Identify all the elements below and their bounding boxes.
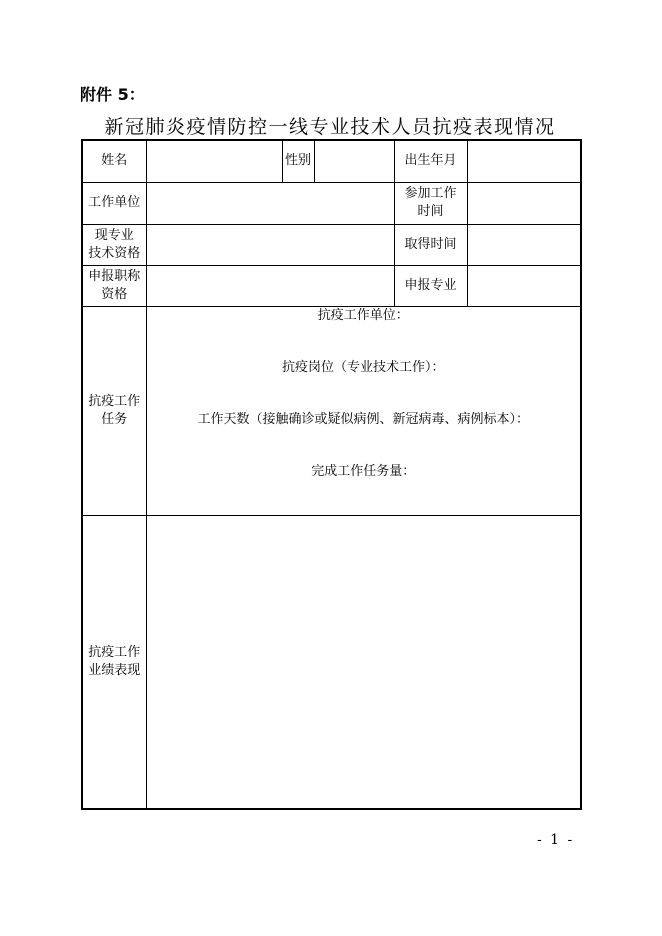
form-row-performance <box>82 515 581 809</box>
page-number: - 1 - <box>537 832 575 848</box>
applied-major-field[interactable] <box>467 265 581 306</box>
applied-title-label-line2: 资格 <box>101 286 128 302</box>
anti-epidemic-task-label <box>82 306 146 515</box>
current-qualification-label-line2: 技术资格 <box>88 245 141 261</box>
form-row-anti-epidemic-tasks <box>82 306 581 515</box>
gender-field[interactable] <box>314 140 394 182</box>
form-row-current-qualification <box>82 224 581 265</box>
anti-epidemic-task-field[interactable] <box>146 306 581 515</box>
current-qualification-field[interactable] <box>146 224 394 265</box>
name-field[interactable] <box>146 140 282 182</box>
current-qualification-label-line1: 现专业 <box>94 227 134 243</box>
obtained-time-field[interactable] <box>467 224 581 265</box>
task-days-prompt: 工作天数（接触确诊或疑似病例、新冠病毒、病例标本）： <box>197 411 529 427</box>
name-label: 姓名 <box>82 140 146 182</box>
applied-title-label <box>82 265 146 306</box>
obtained-time-label: 取得时间 <box>394 224 467 265</box>
anti-epidemic-performance-label-line1: 抗疫工作 <box>88 644 141 660</box>
form-row-work-unit <box>82 182 581 224</box>
task-unit-prompt: 抗疫工作单位： <box>317 307 409 323</box>
anti-epidemic-task-label-line2: 任务 <box>101 411 128 427</box>
anti-epidemic-performance-label-line2: 业绩表现 <box>88 662 141 678</box>
work-unit-label: 工作单位 <box>82 182 146 224</box>
task-workload-prompt: 完成工作任务量： <box>311 463 416 479</box>
applied-major-label: 申报专业 <box>394 265 467 306</box>
join-work-time-label-line1: 参加工作 <box>404 186 457 201</box>
join-work-time-label-line2: 时间 <box>417 204 444 219</box>
birth-date-field[interactable] <box>467 140 581 182</box>
anti-epidemic-performance-field[interactable] <box>146 515 581 809</box>
attachment-label: 附件 5： <box>80 85 145 104</box>
form-row-applied-title <box>82 265 581 306</box>
join-work-time-field[interactable] <box>467 182 581 224</box>
document-title: 新冠肺炎疫情防控一线专业技术人员抗疫表现情况 <box>104 116 556 138</box>
current-qualification-label <box>82 224 146 265</box>
applied-title-label-line1: 申报职称 <box>88 268 141 284</box>
form-row-basic-info <box>82 140 581 182</box>
work-unit-field[interactable] <box>146 182 394 224</box>
anti-epidemic-performance-label <box>82 515 146 809</box>
task-post-prompt: 抗疫岗位（专业技术工作）： <box>281 359 445 375</box>
applied-title-field[interactable] <box>146 265 394 306</box>
birth-date-label: 出生年月 <box>394 140 467 182</box>
performance-form-table <box>81 139 582 810</box>
gender-label: 性别 <box>282 140 314 182</box>
join-work-time-label <box>394 182 467 224</box>
anti-epidemic-task-label-line1: 抗疫工作 <box>88 393 141 409</box>
